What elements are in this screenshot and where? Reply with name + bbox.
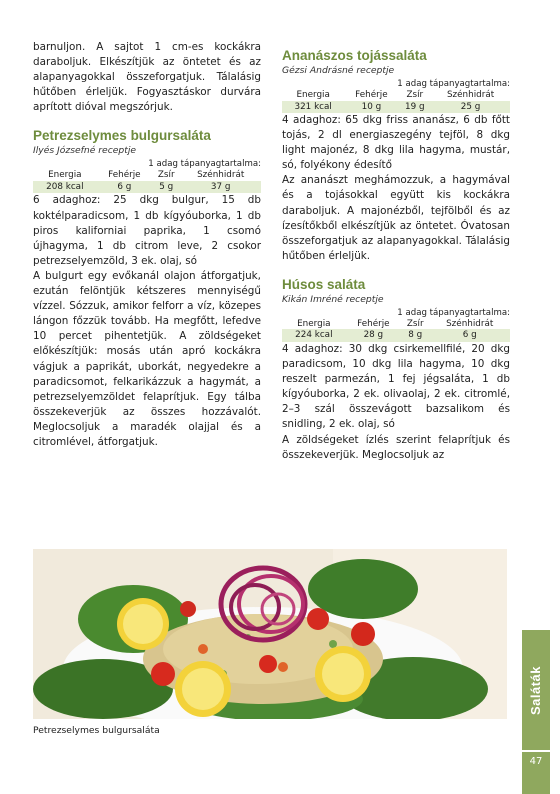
left-column bbox=[33, 40, 261, 450]
nutrition-value: 8 g bbox=[401, 329, 429, 342]
nutrition-table bbox=[282, 319, 510, 342]
nutrition-header: Energia bbox=[48, 170, 82, 181]
nutrition-header: Fehérje bbox=[108, 170, 141, 181]
nutrition-header: Zsír bbox=[406, 90, 424, 100]
section-label: Saláták bbox=[528, 665, 544, 715]
recipe-bulgur bbox=[33, 128, 261, 450]
nutrition-value: 224 kcal bbox=[282, 329, 346, 342]
nutrition-table bbox=[282, 90, 510, 113]
recipe-author: Gézsi Andrásné receptje bbox=[282, 65, 395, 76]
nutrition-header: Zsír bbox=[406, 318, 424, 329]
nutrition-value: 208 kcal bbox=[33, 181, 97, 194]
nutrition-value: 19 g bbox=[398, 101, 431, 114]
recipe-title: Húsos saláta bbox=[282, 276, 366, 292]
recipe-ingredients: 6 adaghoz: 25 dkg bulgur, 15 db koktélparadicsom, 1 db kígyóuborka, 1 db piros kaliforniai paprika, 1 csomó újhagyma, 1 db citrom leve, 2 csokor petrezselyemzöld, 3 ek. olaj, só bbox=[33, 194, 261, 267]
nutrition-caption: 1 adag tápanyagtartalma: bbox=[397, 307, 510, 318]
nutrition-header: Energia bbox=[296, 90, 330, 100]
page-number: 47 bbox=[529, 756, 543, 767]
recipe-title: Ananászos tojássaláta bbox=[282, 48, 427, 63]
nutrition-table bbox=[33, 170, 261, 193]
nutrition-value: 5 g bbox=[152, 181, 180, 194]
recipe-method: A bulgurt egy evőkanál olajon átforgatjuk, ezután felöntjük kétszeres mennyiségű vízzel. Sózzuk, amikor felforr a víz, közepes lángon főzzük tovább. Ha megfőtt, lefedve 10 percet pihentetjük. A zöldségeket előkészítjük: mosás után apró kockákra vágjuk a paprikát, uborkát, negyedekre a paradicsomot, felkarikázzuk a hagymát, a petrezselyemzöldet felaprítjuk. Egy tálba összekeverjük az összes hozzávalót. Meglocsoljuk a maradék olajjal és a citromlével, átforgatjuk. bbox=[33, 269, 261, 448]
right-column bbox=[282, 40, 510, 463]
nutrition-header: Energia bbox=[297, 318, 331, 329]
nutrition-value: 25 g bbox=[431, 101, 510, 114]
salad-illustration bbox=[33, 549, 507, 719]
nutrition-header: Szénhidrát bbox=[197, 170, 245, 181]
intro-paragraph: barnuljon. A sajtot 1 cm-es kockákra daraboljuk. Elkészítjük az öntetet és az alapanyagokkal összeforgatjuk. Tálalásig hűtőben érleljük. Fogyasztáskor durvára aprított dióval megszórjuk. bbox=[33, 41, 261, 114]
nutrition-caption: 1 adag tápanyagtartalma: bbox=[397, 79, 510, 89]
recipe-meat-salad bbox=[282, 277, 510, 463]
salad-photo bbox=[33, 549, 507, 719]
recipe-method: A zöldségeket ízlés szerint felaprítjuk és összekeverjük. Meglocsoljuk az bbox=[282, 433, 510, 461]
recipe-title: Petrezselymes bulgursaláta bbox=[33, 128, 211, 144]
nutrition-value: 28 g bbox=[346, 329, 401, 342]
nutrition-header: Zsír bbox=[157, 170, 175, 181]
section-label-wrap bbox=[522, 630, 550, 750]
nutrition-header: Szénhidrát bbox=[446, 90, 495, 100]
nutrition-value: 37 g bbox=[180, 181, 261, 194]
recipe-ingredients: 4 adaghoz: 30 dkg csirkemellfilé, 20 dkg paradicsom, 10 dkg lila hagyma, 10 dkg reszelt parmezán, 1 fej jégsaláta, 1 db kígyóuborka, 2 ek. olivaolaj, 2 ek. citromlé, 2–3 szál összevágott bazsalikom és snidling, 2 ek. olaj, só bbox=[282, 342, 510, 431]
nutrition-header: Szénhidrát bbox=[446, 318, 494, 329]
nutrition-header: Fehérje bbox=[357, 318, 390, 329]
photo-caption: Petrezselymes bulgursaláta bbox=[33, 725, 160, 736]
recipe-ingredients: 4 adaghoz: 65 dkg friss ananász, 6 db főtt tojás, 2 dl energiaszegény tejföl, 8 dkg light majonéz, 8 dkg lila hagyma, mustár, só, folyékony édesítő bbox=[282, 114, 510, 172]
recipe-pineapple bbox=[282, 48, 510, 264]
nutrition-caption: 1 adag tápanyagtartalma: bbox=[148, 159, 261, 170]
recipe-method: Az ananászt meghámozzuk, a hagymával és a tojásokkal együtt kis kockákra daraboljuk. A majonézből, tejfölből és az ízesítőkből elkészítjük az öntetet. Óvatosan összeforgatjuk az alapanyagokkal. Tálalásig hűtőben érleljük. bbox=[282, 174, 510, 262]
nutrition-value: 10 g bbox=[344, 101, 398, 114]
nutrition-header: Fehérje bbox=[355, 90, 388, 100]
recipe-author: Kikán Imréné receptje bbox=[282, 293, 384, 305]
nutrition-value: 6 g bbox=[429, 329, 510, 342]
recipe-author: Ilyés Józsefné receptje bbox=[33, 145, 137, 157]
nutrition-value: 321 kcal bbox=[282, 101, 344, 114]
nutrition-value: 6 g bbox=[97, 181, 152, 194]
